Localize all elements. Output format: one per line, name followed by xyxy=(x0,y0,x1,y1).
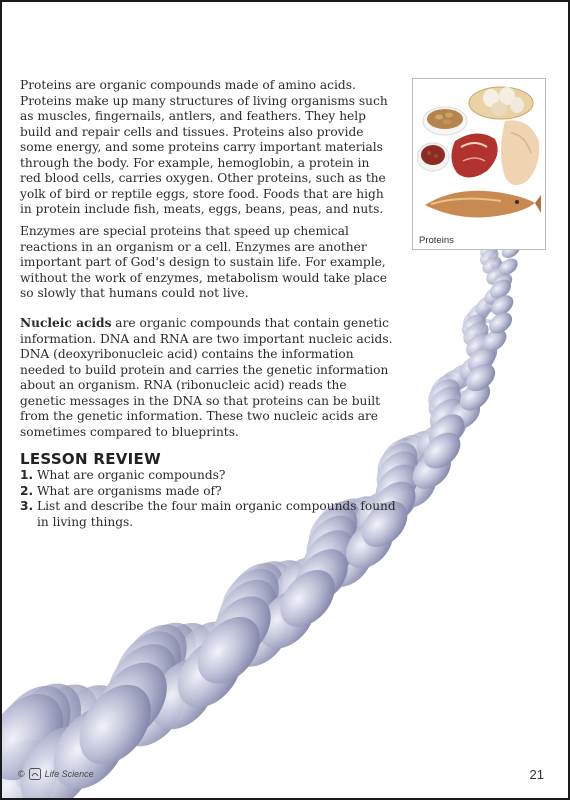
lesson-review-heading: LESSON REVIEW xyxy=(20,450,161,468)
review-number: 1. xyxy=(20,468,34,482)
lesson-review-list xyxy=(20,468,400,530)
nucleic-acids-paragraph xyxy=(20,316,395,440)
nucleic-acids-text: are organic compounds that contain genetic information. DNA and RNA are two important nucleic acids. DNA (deoxyribonucleic acid) contains the information needed to build protein and carries the genetic information about an organism. RNA (ribonucleic acid) reads the genetic messages in the DNA so that proteins can be built from the genetic information. These two nucleic acids are sometimes compared to blueprints. xyxy=(20,316,393,439)
protein-foods-photo xyxy=(417,83,541,231)
review-question-2 xyxy=(20,484,400,500)
page-number: 21 xyxy=(529,767,544,782)
book-logo-icon xyxy=(29,768,41,780)
review-question-3 xyxy=(20,499,400,530)
footer-credit xyxy=(18,768,94,780)
proteins-figure xyxy=(412,78,546,250)
review-text: List and describe the four main organic compounds found in living things. xyxy=(37,499,396,529)
review-number: 2. xyxy=(20,483,34,498)
book-title: Life Science xyxy=(44,769,94,779)
enzymes-paragraph: Enzymes are special proteins that speed up chemical reactions in an organism or a cell. Enzymes are another important part of God's design to sustain life. For example, without the work of enzymes, metabolism would take place so slowly that humans could not live. xyxy=(20,224,387,300)
review-question-1 xyxy=(20,468,400,484)
nucleic-acids-term: Nucleic acids xyxy=(20,316,112,330)
figure-caption: Proteins xyxy=(419,235,454,246)
review-text: What are organic compounds? xyxy=(37,468,226,482)
review-number: 3. xyxy=(20,499,34,513)
review-text: What are organisms made of? xyxy=(37,483,222,498)
proteins-paragraph: Proteins are organic compounds made of amino acids. Proteins make up many structures of living organisms such as muscles, fingernails, antlers, and feathers. They help build and repair cells and tissues. Proteins also provide some energy, and some proteins carry important materials through the body. For example, hemoglobin, a protein in red blood cells, carries oxygen. Other proteins, such as the yolk of bird or reptile eggs, store food. Foods that are high in protein include fish, meats, eggs, beans, peas, and nuts. xyxy=(20,78,388,216)
copyright-symbol: © xyxy=(18,769,25,779)
